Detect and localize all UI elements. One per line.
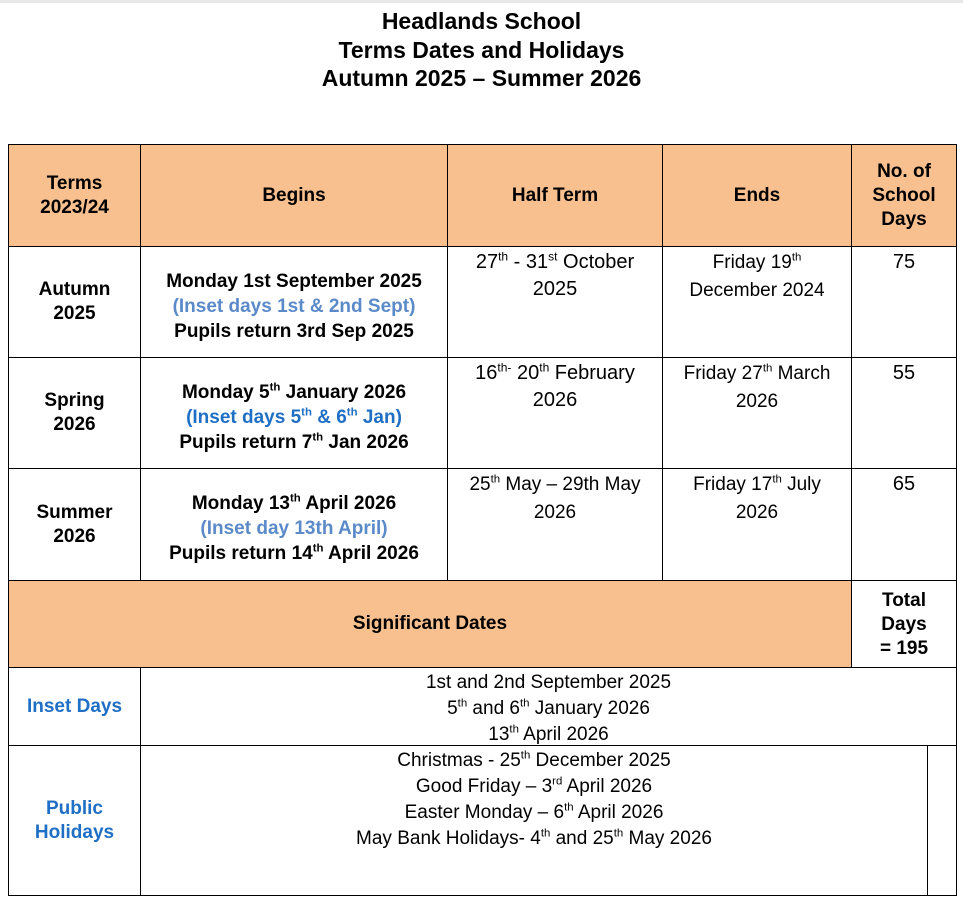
ph4-sup1: th [540,827,551,840]
inset-note: (Inset days 1st & 2nd Sept) [172,295,416,317]
ends-a-sup: th [762,362,773,375]
ph3-b: April 2026 [573,802,664,823]
ph2-sup: rd [552,775,563,788]
header-days-line2: School [872,184,936,206]
ph3-sup: th [564,801,574,814]
pr-a: Pupils return 7 [179,431,313,453]
term-year: 2026 [53,525,96,547]
ht-a-sup: th [490,473,501,486]
header-half-term-label: Half Term [511,184,599,206]
public-holidays-list [140,745,928,896]
term-year: 2026 [53,414,96,435]
public-holidays-label-cell [8,745,141,896]
header-terms-line1: Terms [46,172,103,194]
term-spring [8,357,141,469]
half-term-summer [447,468,663,581]
ends-line2: 2026 [735,391,779,412]
id3-a: 13 [488,724,510,745]
id2-sup2: th [519,697,530,710]
term-name: Summer [36,501,113,523]
ht-c: October [557,251,635,273]
ends-a: Friday 27 [683,363,763,384]
total-days [851,580,957,668]
ph1-a: Christmas - 25 [397,750,521,771]
header-days-line1: No. of [877,160,931,182]
public-holidays-label-line2: Holidays [34,821,115,843]
header-begins-label: Begins [262,184,326,206]
in-a: (Inset days 5 [186,406,302,428]
bd-sup: th [290,492,301,505]
half-term-spring [447,357,663,469]
ht-a: 27 [475,251,499,273]
ph4-sup2: th [613,827,624,840]
ends-b: March [772,363,831,384]
bd-b: January 2026 [280,381,407,403]
total-line1: Total [882,589,926,611]
bd-a: Monday 13 [191,493,291,514]
begins-summer [140,468,448,581]
id2-a: 5 [447,698,458,719]
pupils-return: Pupils return 3rd Sep 2025 [174,320,414,342]
days-value: 55 [892,362,916,384]
id2-sup1: th [457,697,468,710]
title-period: Autumn 2025 – Summer 2026 [321,65,642,91]
inset-day-1: 1st and 2nd September 2025 [425,672,672,693]
ht-a: 16 [475,362,498,384]
inset-note [179,405,408,430]
inset-note: (Inset day 13th April) [200,518,388,539]
ht-b-sup: th [539,360,550,375]
term-autumn [8,246,141,358]
begins-spring [140,357,448,469]
ends-line2: 2026 [735,502,779,523]
ends-a: Friday 17 [693,474,773,495]
ph4-b: and 25 [550,828,614,849]
id2-c: January 2026 [529,698,650,719]
ends-summer [662,468,852,581]
ht-line2: 2026 [532,389,578,411]
total-line2: Days [881,613,927,635]
ends-a-sup: th [791,251,802,264]
ph1-sup: th [520,749,531,762]
ends-line2: December 2024 [689,280,825,301]
ph4-a: May Bank Holidays- 4 [356,828,541,849]
ends-a: Friday 19 [712,252,792,273]
bd-b: April 2026 [300,493,397,514]
header-school-days [851,144,957,247]
ends-autumn [662,246,852,358]
header-terms-line2: 2023/24 [40,196,109,218]
pr-sup: th [312,431,324,444]
days-value: 65 [892,473,916,495]
header-terms [8,144,141,247]
begins-date [179,380,408,405]
ends-b: July [781,474,821,495]
inset-days-label: Inset Days [26,695,123,717]
term-name: Autumn [38,279,111,300]
days-autumn [851,246,957,358]
ht-c: February [549,362,635,384]
pr-sup: th [312,542,324,555]
in-b: & 6 [311,406,347,428]
top-rule [0,0,963,3]
pr-b: April 2026 [323,543,419,564]
ht-b: - 31 [508,251,549,273]
pr-a: Pupils return 14 [169,543,313,564]
ht-line2: 2026 [533,502,577,523]
pupils-return [179,430,408,455]
header-half-term [447,144,663,247]
id2-b: and 6 [467,698,520,719]
header-ends-label: Ends [733,184,781,206]
ph4-c: May 2026 [623,828,712,849]
ht-a-sup: th [498,249,509,264]
term-name: Spring [44,390,105,411]
bd-a: Monday 5 [181,381,270,403]
holiday-good-friday [141,774,927,800]
begins-date: Monday 1st September 2025 [166,270,422,292]
id3-b: April 2026 [518,724,609,745]
inset-days-list [140,667,957,746]
in-sup2: th [346,406,358,419]
days-summer [851,468,957,581]
ph1-b: December 2025 [530,750,671,771]
days-spring [851,357,957,469]
ht-b-sup: st [548,249,558,264]
ends-spring [662,357,852,469]
public-holidays-empty-cell [927,745,957,896]
ht-a: 25 [469,474,491,495]
ht-a-sup: th- [497,360,512,375]
ht-b: May – 29th May [500,474,641,495]
title-subtitle: Terms Dates and Holidays [338,36,625,63]
total-line3: = 195 [879,637,929,659]
ht-line2: 2025 [532,278,578,300]
inset-day-2 [141,696,956,722]
page-title [0,7,963,93]
holiday-christmas [141,748,927,774]
pupils-return [169,541,419,566]
holiday-easter-monday [141,800,927,826]
ht-b: 20 [511,362,540,384]
days-value: 75 [892,251,916,273]
bd-sup: th [269,381,281,394]
pr-b: Jan 2026 [323,431,409,453]
significant-dates-label: Significant Dates [352,613,508,634]
ph3-a: Easter Monday – 6 [404,802,565,823]
begins-date [169,491,419,516]
ph2-a: Good Friday – 3 [415,776,553,797]
inset-days-label-cell [8,667,141,746]
ph2-b: April 2026 [562,776,653,797]
header-begins [140,144,448,247]
id3-sup: th [509,723,519,736]
term-summer [8,468,141,581]
header-days-line3: Days [881,208,927,230]
in-sup1: th [301,406,312,419]
header-ends [662,144,852,247]
holiday-may-bank [141,826,927,852]
ends-a-sup: th [772,473,782,486]
significant-dates-header [8,580,852,668]
begins-autumn [140,246,448,358]
in-c: Jan) [357,406,402,428]
public-holidays-label-line1: Public [45,797,103,819]
half-term-autumn [447,246,663,358]
title-school: Headlands School [381,8,582,34]
term-year: 2025 [53,303,96,324]
